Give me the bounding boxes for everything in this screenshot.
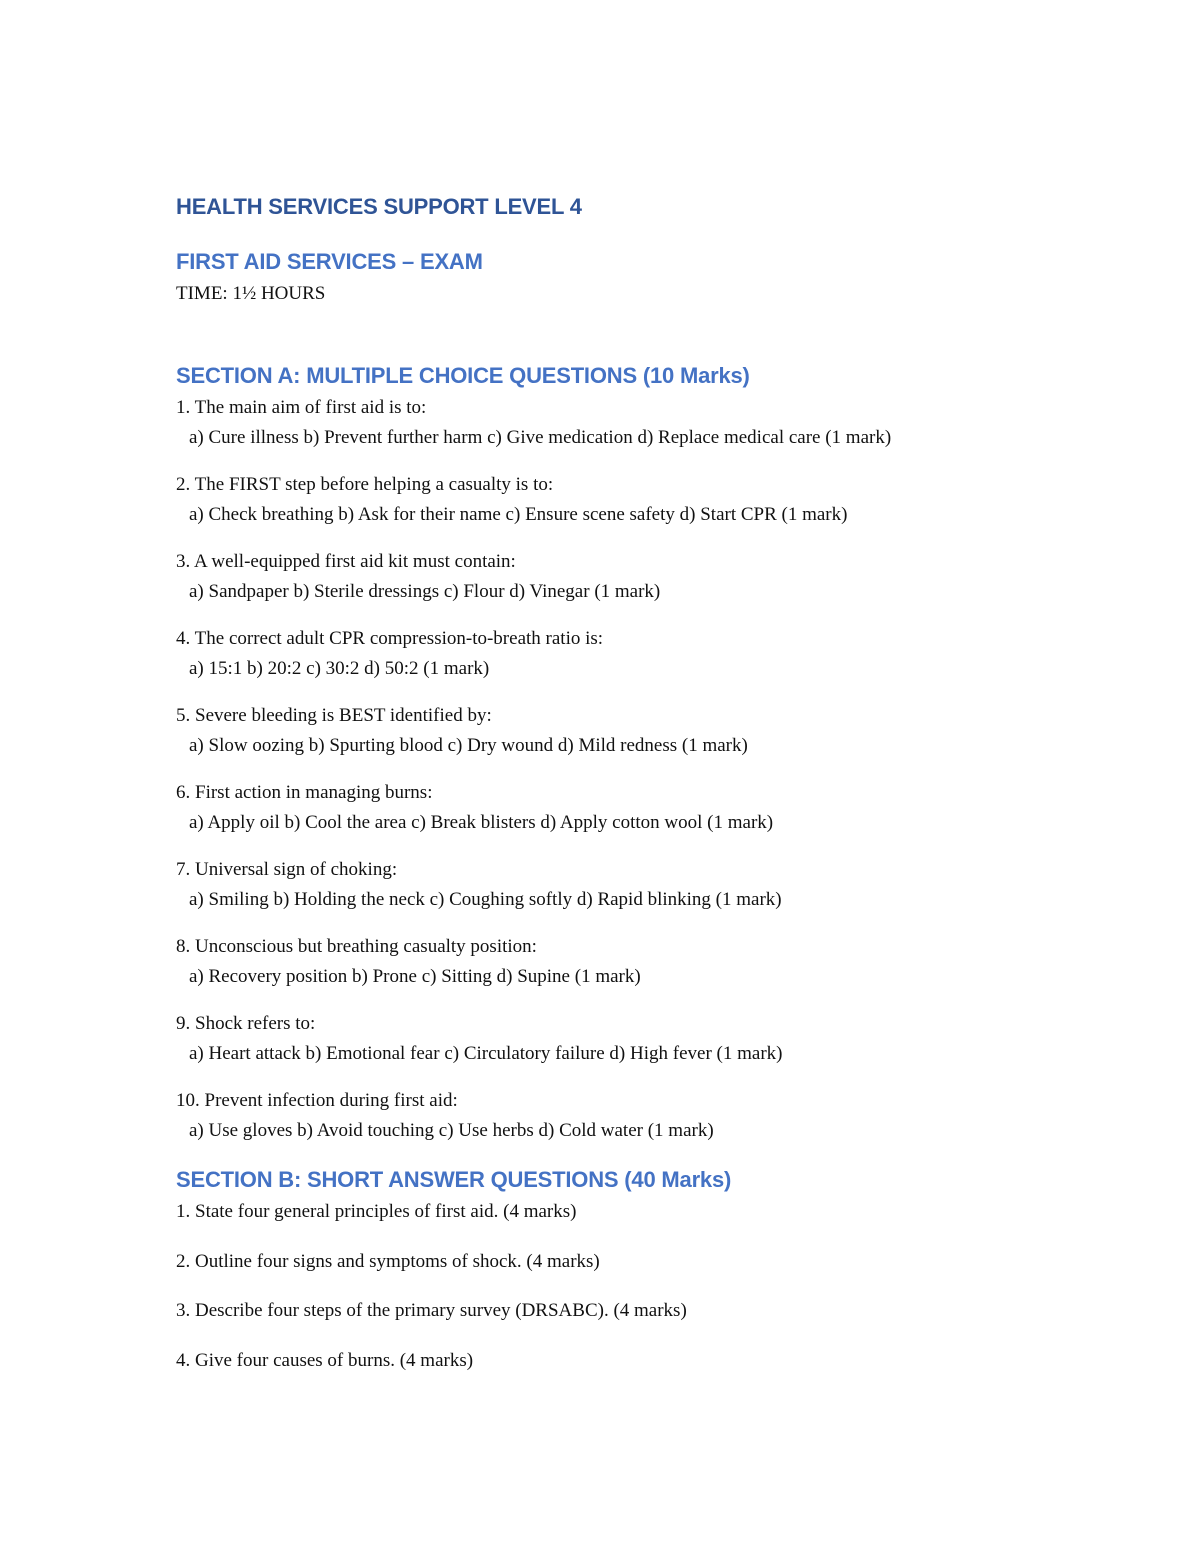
document-title: HEALTH SERVICES SUPPORT LEVEL 4 (176, 194, 582, 219)
saq-question-2: 2. Outline four signs and symptoms of shock. (4 marks) (176, 1250, 600, 1272)
question-stem: 10. Prevent infection during first aid: (176, 1090, 458, 1111)
question-options: a) Use gloves b) Avoid touching c) Use herbs d) Cold water (1 mark) (189, 1119, 714, 1141)
question-stem: 3. A well-equipped first aid kit must contain: (176, 551, 516, 572)
question-options: a) Heart attack b) Emotional fear c) Circulatory failure d) High fever (1 mark) (189, 1042, 783, 1064)
question-stem: 5. Severe bleeding is BEST identified by: (176, 705, 492, 726)
section-a-heading: SECTION A: MULTIPLE CHOICE QUESTIONS (10 Marks) (176, 363, 750, 388)
mcq-question-5 (176, 701, 1016, 760)
saq-question-4: 4. Give four causes of burns. (4 marks) (176, 1349, 474, 1371)
mcq-question-3 (176, 547, 1016, 606)
saq-question-3: 3. Describe four steps of the primary survey (DRSABC). (4 marks) (176, 1300, 687, 1321)
mcq-question-8 (176, 932, 1016, 991)
exam-duration: TIME: 1½ HOURS (176, 283, 326, 304)
question-options: a) Sandpaper b) Sterile dressings c) Flour d) Vinegar (1 mark) (189, 580, 661, 602)
document-body (176, 192, 1016, 1375)
question-options: a) Smiling b) Holding the neck c) Coughing softly d) Rapid blinking (1 mark) (189, 888, 782, 910)
question-options: a) Apply oil b) Cool the area c) Break blisters d) Apply cotton wool (1 mark) (189, 811, 774, 833)
question-stem: 8. Unconscious but breathing casualty position: (176, 936, 537, 957)
question-stem: 7. Universal sign of choking: (176, 859, 398, 880)
question-stem: 4. The correct adult CPR compression-to-breath ratio is: (176, 628, 604, 649)
section-b-heading: SECTION B: SHORT ANSWER QUESTIONS (40 Marks) (176, 1167, 732, 1192)
question-stem: 1. The main aim of first aid is to: (176, 397, 427, 418)
mcq-question-2 (176, 470, 1016, 529)
mcq-question-7 (176, 855, 1016, 914)
mcq-question-4 (176, 624, 1016, 683)
question-options: a) Recovery position b) Prone c) Sitting d) Supine (1 mark) (189, 965, 641, 987)
question-options: a) 15:1 b) 20:2 c) 30:2 d) 50:2 (1 mark) (189, 657, 490, 679)
question-stem: 2. The FIRST step before helping a casualty is to: (176, 474, 554, 495)
mcq-question-9 (176, 1009, 1016, 1068)
mcq-question-10 (176, 1086, 1016, 1145)
question-options: a) Check breathing b) Ask for their name c) Ensure scene safety d) Start CPR (1 mark) (189, 503, 848, 525)
saq-question-1: 1. State four general principles of first aid. (4 marks) (176, 1201, 577, 1222)
question-stem: 6. First action in managing burns: (176, 782, 433, 803)
question-options: a) Cure illness b) Prevent further harm c) Give medication d) Replace medical care (1 mark) (189, 426, 892, 448)
mcq-question-1 (176, 393, 1016, 452)
mcq-question-6 (176, 778, 1016, 837)
exam-subtitle: FIRST AID SERVICES – EXAM (176, 249, 483, 274)
section-b-questions (176, 1197, 1016, 1375)
section-a-questions (176, 393, 1016, 1145)
question-stem: 9. Shock refers to: (176, 1013, 316, 1034)
question-options: a) Slow oozing b) Spurting blood c) Dry wound d) Mild redness (1 mark) (189, 734, 748, 756)
